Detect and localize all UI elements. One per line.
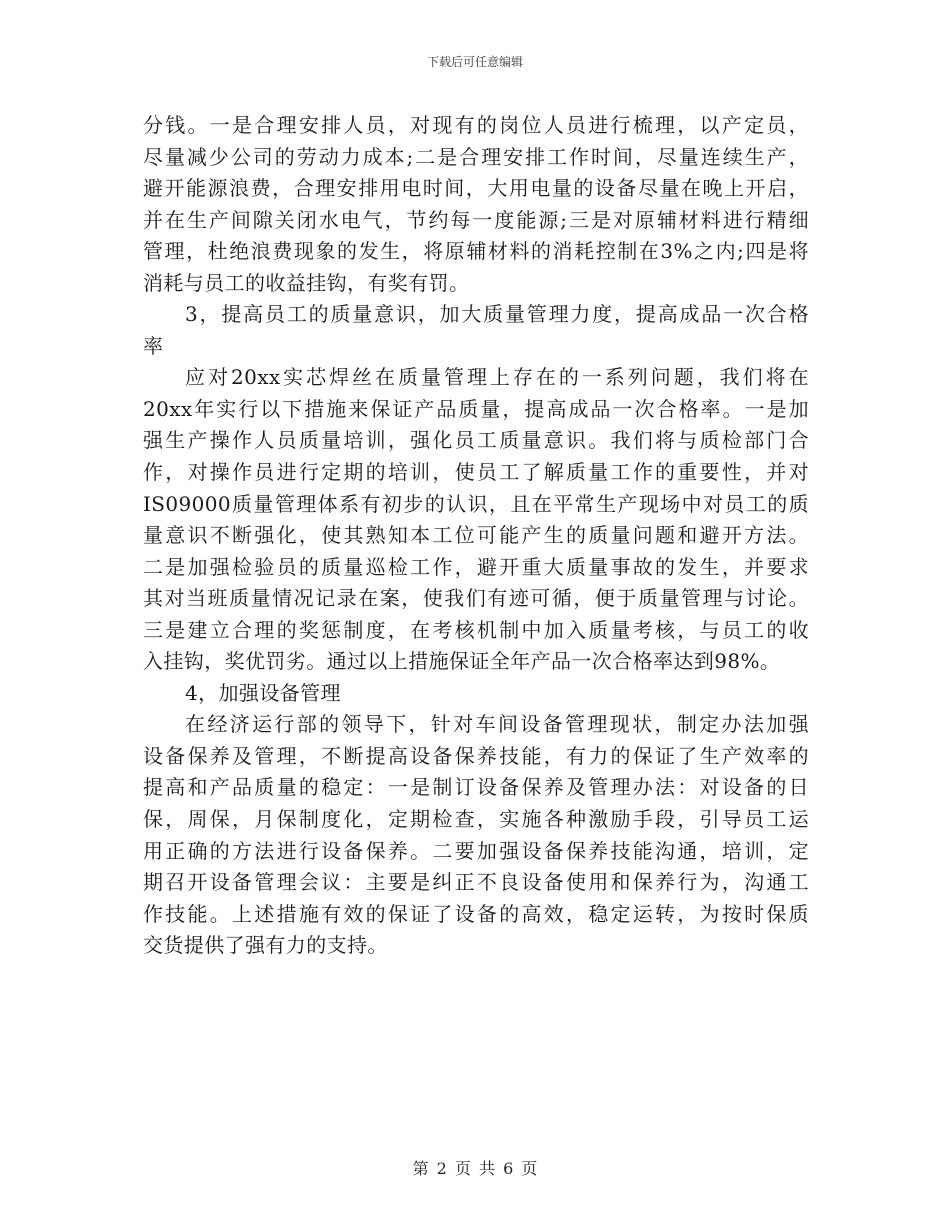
body-line: 三是建立合理的奖惩制度，在考核机制中加入质量考核，与员工的收 (143, 617, 809, 642)
body-line: 设备保养及管理，不断提高设备保养技能，有力的保证了生产效率的 (143, 743, 809, 768)
body-line: 应对20xx实芯焊丝在质量管理上存在的一系列问题，我们将在 (185, 365, 809, 390)
body-line: IS09000质量管理体系有初步的认识，且在平常生产现场中对员工的质 (143, 491, 809, 516)
body-line: 用正确的方法进行设备保养。二要加强设备保养技能沟通，培训，定 (143, 838, 809, 863)
body-line: 作，对操作员进行定期的培训，使员工了解质量工作的重要性，并对 (143, 460, 809, 485)
body-line: 尽量减少公司的劳动力成本;二是合理安排工作时间，尽量连续生产， (143, 144, 809, 169)
body-line: 保，周保，月保制度化，定期检查，实施各种激励手段，引导员工运 (143, 807, 809, 832)
body-line: 二是加强检验员的质量巡检工作，避开重大质量事故的发生，并要求 (143, 554, 809, 579)
body-line: 入挂钩，奖优罚劣。通过以上措施保证全年产品一次合格率达到98%。 (143, 649, 781, 674)
body-line: 作技能。上述措施有效的保证了设备的高效，稳定运转，为按时保质 (143, 901, 809, 926)
body-line: 量意识不断强化，使其熟知本工位可能产生的质量问题和避开方法。 (143, 523, 809, 548)
body-line: 并在生产间隙关闭水电气，节约每一度能源;三是对原辅材料进行精细 (143, 207, 809, 232)
body-line: 交货提供了强有力的支持。 (143, 933, 388, 958)
section-heading-continued: 率 (143, 333, 164, 358)
body-line: 在经济运行部的领导下，针对车间设备管理现状，制定办法加强 (185, 712, 809, 737)
section-heading: 4，加强设备管理 (185, 680, 341, 705)
body-line: 强生产操作人员质量培训，强化员工质量意识。我们将与质检部门合 (143, 428, 809, 453)
body-line: 期召开设备管理会议：主要是纠正不良设备使用和保养行为，沟通工 (143, 870, 809, 895)
body-line: 管理，杜绝浪费现象的发生，将原辅材料的消耗控制在3%之内;四是将 (143, 239, 809, 264)
page-header: 下载后可任意编辑 (426, 55, 523, 69)
body-line: 其对当班质量情况记录在案，使我们有迹可循，便于质量管理与讨论。 (143, 586, 809, 611)
body-line: 消耗与员工的收益挂钩，有奖有罚。 (143, 270, 470, 295)
section-heading: 3，提高员工的质量意识，加大质量管理力度，提高成品一次合格 (185, 302, 809, 327)
page-number: 第 2 页 共 6 页 (412, 1159, 538, 1178)
body-line: 20xx年实行以下措施来保证产品质量，提高成品一次合格率。一是加 (143, 396, 809, 421)
document-body (143, 110, 809, 962)
body-line: 分钱。一是合理安排人员，对现有的岗位人员进行梳理，以产定员， (143, 113, 809, 137)
body-line: 避开能源浪费，合理安排用电时间，大用电量的设备尽量在晚上开启， (143, 176, 809, 201)
body-line: 提高和产品质量的稳定：一是制订设备保养及管理办法：对设备的日 (143, 775, 809, 800)
